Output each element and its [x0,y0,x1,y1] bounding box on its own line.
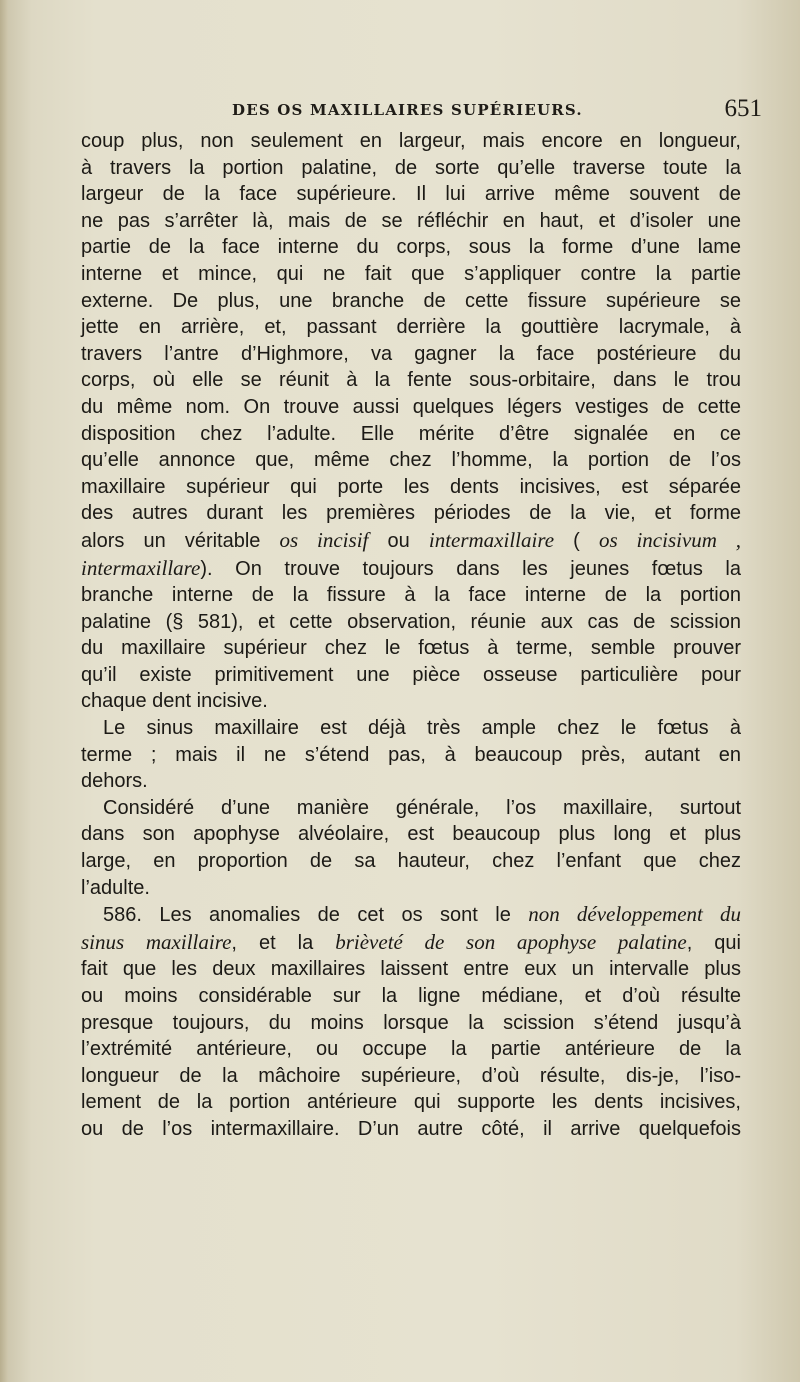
text-run: à travers la portion palatine, de sorte qu’elle traverse toute la [81,156,741,179]
text-run: coup plus, non seulement en largeur, mais encore en longueur, [81,130,741,152]
text-run: du maxillaire supérieur chez le fœtus à terme, semble prouver [81,637,741,660]
text-run: chaque dent incisive. [81,690,268,713]
text-line [81,582,741,609]
text-run: l’adulte. [81,876,150,899]
text-run: du même nom. On trouve aussi quelques légers vestiges de cette [81,395,741,418]
italic-term: os incisivum , [598,527,741,552]
text-run: ). On trouve toujours dans les jeunes fœtus la [200,557,741,580]
page-number: 651 [724,95,762,122]
italic-term: intermaxillaire [428,527,555,552]
text-run: ( [554,529,599,552]
text-line [81,929,741,957]
text-line [81,474,741,501]
text-run: ou [368,529,429,552]
text-run: maxillaire supérieur qui porte les dents incisives, est séparée [81,475,741,498]
text-run: branche interne de la fissure à la face interne de la portion [81,584,741,607]
text-run: , qui [686,931,741,954]
text-line [81,181,741,208]
text-line [81,1010,741,1037]
text-line [81,314,741,341]
text-run: Le sinus maxillaire est déjà très ample chez le fœtus à [103,717,741,740]
italic-term: non développement du [528,902,741,927]
text-run: l’extrémité antérieure, ou occupe la partie antérieure de la [81,1038,741,1061]
text-line [81,1036,741,1063]
text-run: disposition chez l’adulte. Elle mérite d’être signalée en ce [81,422,741,445]
text-line [81,875,741,902]
text-line [81,261,741,288]
text-run: travers l’antre d’Highmore, va gagner la face postérieure du [81,342,741,365]
text-run: interne et mince, qui ne fait que s’appliquer contre la partie [81,262,741,285]
text-run: largeur de la face supérieure. Il lui arrive même souvent de [81,183,741,206]
text-run: ne pas s’arrêter là, mais de se réfléchir en haut, et d’isoler une [81,209,741,232]
text-line [81,821,741,848]
text-run: palatine (§ 581), et cette observation, réunie aux cas de scission [81,610,741,633]
text-run: ou moins considérable sur la ligne médiane, et d’où résulte [81,985,741,1007]
text-line [81,555,741,583]
text-line [81,1063,741,1090]
text-line [81,715,741,742]
text-line [81,234,741,261]
text-line [81,341,741,368]
text-run: externe. De plus, une branche de cette fissure supérieure se [81,289,741,312]
text-line [81,956,741,983]
text-run: lement de la portion antérieure qui supporte les dents incisives, [81,1091,741,1114]
text-run: fait que les deux maxillaires laissent entre eux un intervalle plus [81,958,741,981]
text-line [81,394,741,421]
text-run: partie de la face interne du corps, sous la forme d’une lame [81,236,741,259]
text-line [81,288,741,315]
text-run: 586. Les anomalies de cet os sont le [103,904,529,927]
text-line [81,208,741,235]
body-text [81,128,741,1143]
text-line [81,500,741,527]
text-line [81,447,741,474]
text-run: des autres durant les premières périodes de la vie, et forme [81,502,741,525]
text-line [81,527,741,555]
text-run: dehors. [81,770,148,793]
text-line [81,768,741,795]
text-line [81,421,741,448]
text-run: jette en arrière, et, passant derrière la gouttière lacrymale, à [81,316,741,339]
text-line [81,742,741,769]
text-line [81,901,741,929]
text-line [81,848,741,875]
text-run: presque toujours, du moins lorsque la scission s’étend jusqu’à [81,1011,741,1034]
text-line [81,1116,741,1143]
text-line [81,128,741,155]
text-line [81,635,741,662]
text-run: qu’elle annonce que, même chez l’homme, la portion de l’os [81,449,741,472]
text-line [81,1089,741,1116]
text-line [81,662,741,689]
page-gutter [0,0,8,1382]
text-line [81,795,741,822]
text-line [81,155,741,182]
italic-term: intermaxillare [81,555,201,580]
text-run: dans son apophyse alvéolaire, est beaucoup plus long et plus [81,823,741,846]
italic-term: sinus maxillaire [81,929,232,954]
text-run: qu’il existe primitivement une pièce osseuse particulière pour [81,663,741,686]
text-run: , et la [231,931,336,954]
page-header [232,95,762,125]
text-run: large, en proportion de sa hauteur, chez l’enfant que chez [81,850,741,873]
text-line [81,983,741,1010]
italic-term: os incisif [279,527,369,552]
text-run: ou de l’os intermaxillaire. D’un autre côté, il arrive quelquefois [81,1117,741,1140]
text-run: Considéré d’une manière générale, l’os maxillaire, surtout [103,796,741,819]
text-line [81,688,741,715]
running-head: DES OS MAXILLAIRES SUPÉRIEURS. [232,101,583,119]
text-run: corps, où elle se réunit à la fente sous-orbitaire, dans le trou [81,369,741,392]
text-run: longueur de la mâchoire supérieure, d’où résulte, dis-je, l’iso- [81,1064,741,1087]
text-run: alors un véritable [81,529,280,552]
text-run: terme ; mais il ne s’étend pas, à beaucoup près, autant en [81,743,741,766]
italic-term: brièveté de son apophyse palatine [335,929,687,954]
text-line [81,367,741,394]
text-line [81,609,741,636]
